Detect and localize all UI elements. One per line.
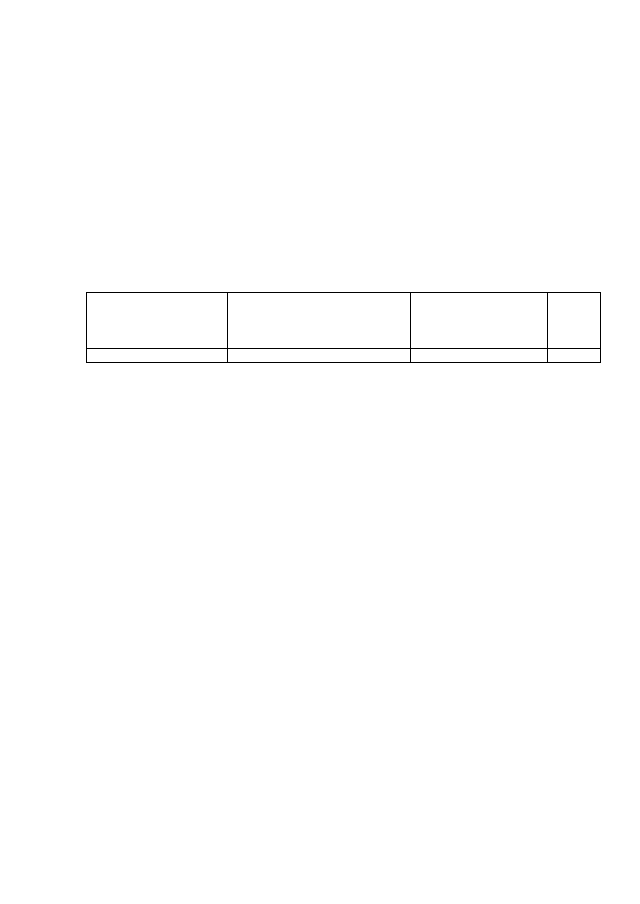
header-area (548, 293, 601, 349)
spacer-row (87, 349, 601, 363)
header-type (87, 293, 228, 349)
header-forestry (228, 293, 411, 349)
table-main (86, 292, 601, 363)
header-quarters (411, 293, 548, 349)
header-row (87, 293, 601, 349)
